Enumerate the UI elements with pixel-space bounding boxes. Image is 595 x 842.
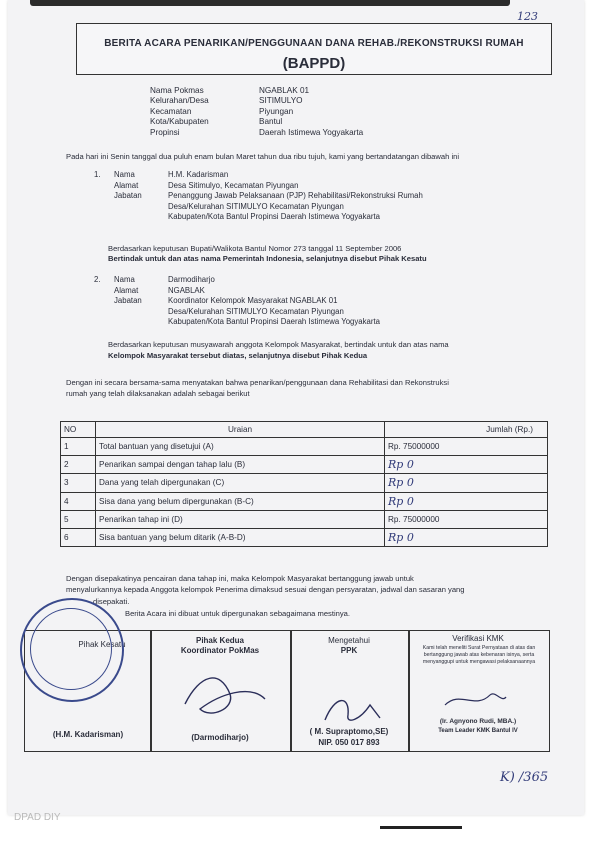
team-leader-label: Team Leader KMK Bantul IV — [438, 728, 518, 734]
signature-pihak-kedua — [180, 664, 270, 724]
ppk-name: ( M. Supraptomo,SE) — [309, 727, 389, 736]
archive-code: K) /365 — [500, 770, 549, 785]
address-label: Alamat — [114, 285, 139, 295]
statement-line: rumah yang telah dilaksanakan adalah sebagai berikut — [66, 389, 250, 398]
party-two — [94, 275, 564, 328]
position-label: Jabatan — [114, 296, 142, 306]
party-name: H.M. Kadarisman — [168, 170, 229, 179]
mengetahui-label: Mengetahui — [328, 636, 370, 645]
info-value: NGABLAK 01 — [259, 86, 310, 95]
row-jumlah: Rp 0 — [385, 528, 548, 546]
row-no: 5 — [61, 510, 96, 528]
header-jumlah: Jumlah (Rp.) — [385, 422, 548, 438]
row-no: 2 — [61, 456, 96, 474]
party-two-basis: Berdasarkan keputusan musyawarah anggota Kelompok Masyarakat, bertindak untuk dan atas nama — [108, 340, 449, 349]
signature-ppk — [320, 690, 390, 730]
verifikasi-name: (Ir. Agnyono Rudi, MBA.) — [439, 718, 517, 725]
info-row — [150, 107, 363, 117]
info-value: Daerah Istimewa Yogyakarta — [259, 127, 364, 137]
row-jumlah: Rp. 75000000 — [385, 510, 548, 528]
row-jumlah: Rp. 75000000 — [385, 438, 548, 456]
row-uraian: Total bantuan yang disetujui (A) — [96, 438, 385, 456]
row-no: 1 — [61, 438, 96, 456]
verifikasi-statement: Kami telah meneliti Surat Pernyataan di atas dan bertanggung jawab atas kebenaran isinya, serta menyanggupi untuk mengawasi pelaksanaannya — [422, 645, 536, 665]
pihak-kesatu-name: (H.M. Kadarisman) — [52, 730, 124, 739]
pihak-kesatu-label: Pihak Kesatu — [78, 640, 126, 649]
party-position-line: Desa/Kelurahan SITIMULYO Kecamatan Piyungan — [168, 201, 344, 211]
table-row — [61, 528, 548, 546]
table-row — [61, 492, 548, 510]
row-uraian: Sisa dana yang belum dipergunakan (B-C) — [96, 492, 385, 510]
info-label: Kota/Kabupaten — [150, 117, 209, 127]
top-edge-shadow — [30, 0, 510, 6]
row-no: 4 — [61, 492, 96, 510]
party-position-line: Desa/Kelurahan SITIMULYO Kecamatan Piyungan — [168, 306, 344, 316]
pihak-kedua-name: (Darmodiharjo) — [191, 733, 249, 742]
info-label: Kelurahan/Desa — [150, 96, 209, 106]
table-row — [61, 474, 548, 492]
intro-text: Pada hari ini Senin tanggal dua puluh enam bulan Maret tahun dua ribu tujuh, kami yang bertandatangan dibawah ini — [66, 152, 460, 161]
info-label: Kecamatan — [150, 106, 192, 116]
closing-line: Dengan disepakatinya pencairan dana tahap ini, maka Kelompok Masyarakat bertanggung jawab untuk — [66, 574, 414, 583]
withdrawal-table — [60, 421, 548, 547]
party-position-line: Kabupaten/Kota Bantul Propinsi Daerah Istimewa Yogyakarta — [168, 317, 380, 327]
verifikasi-label: Verifikasi KMK — [452, 634, 504, 643]
position-label: Jabatan — [114, 191, 142, 201]
party-one-basis: Berdasarkan keputusan Bupati/Walikota Bantul Nomor 273 tanggal 11 September 2006 — [108, 244, 402, 253]
header-no: NO — [61, 422, 96, 438]
party-number: 2. — [94, 275, 101, 284]
party-position: Penanggung Jawab Pelaksanaan (PJP) Rehabilitasi/Rekonstruksi Rumah — [168, 191, 423, 201]
statement-line: Dengan ini secara bersama-sama menyatakan bahwa penarikan/penggunaan dana Rehabilitasi dan Rekonstruksi — [66, 378, 449, 387]
table-row — [61, 510, 548, 528]
official-stamp-inner — [30, 608, 112, 690]
info-value: Piyungan — [259, 106, 294, 116]
address-label: Alamat — [114, 180, 139, 190]
title-box — [76, 23, 552, 75]
info-label: Nama Pokmas — [150, 86, 204, 95]
party-one-role: Bertindak untuk dan atas nama Pemerintah Indonesia, selanjutnya disebut Pihak Kesatu — [108, 254, 427, 263]
party-number: 1. — [94, 170, 101, 179]
koordinator-label: Koordinator PokMas — [180, 646, 260, 655]
party-position-line: Kabupaten/Kota Bantul Propinsi Daerah Istimewa Yogyakarta — [168, 212, 380, 222]
row-no: 6 — [61, 528, 96, 546]
table-header-row — [61, 422, 548, 438]
info-label: Propinsi — [150, 127, 180, 137]
info-value: SITIMULYO — [259, 96, 303, 106]
row-jumlah: Rp 0 — [385, 492, 548, 510]
row-uraian: Penarikan sampai dengan tahap lalu (B) — [96, 456, 385, 474]
row-no: 3 — [61, 474, 96, 492]
ppk-label: PPK — [340, 646, 358, 655]
party-name: Darmodiharjo — [168, 275, 215, 284]
row-jumlah: Rp 0 — [385, 474, 548, 492]
info-row — [150, 128, 363, 138]
table-row — [61, 438, 548, 456]
closing-line: disepakati. — [93, 597, 130, 606]
party-address: NGABLAK — [168, 285, 205, 295]
party-two-role: Kelompok Masyarakat tersebut diatas, selanjutnya disebut Pihak Kedua — [108, 351, 368, 360]
row-jumlah: Rp 0 — [385, 456, 548, 474]
table-row — [61, 456, 548, 474]
name-label: Nama — [114, 275, 135, 284]
page-number: 123 — [517, 10, 538, 23]
document-title: BERITA ACARA PENARIKAN/PENGGUNAAN DANA REHAB./REKONSTRUKSI RUMAH — [104, 38, 524, 49]
header-uraian: Uraian — [96, 422, 385, 438]
info-row — [150, 96, 363, 106]
watermark: DPAD DIY — [14, 812, 61, 823]
closing-line: menyalurkannya kepada Anggota kelompok Penerima dimaksud sesuai dengan persyaratan, jadwal dan sasaran yang — [66, 585, 465, 594]
closing-line: Berita Acara ini dibuat untuk dipergunakan sebagaimana mestinya. — [125, 609, 351, 618]
document-acronym: (BAPPD) — [282, 55, 346, 72]
party-one — [94, 170, 564, 223]
row-uraian: Penarikan tahap ini (D) — [96, 510, 385, 528]
row-uraian: Dana yang telah dipergunakan (C) — [96, 474, 385, 492]
bottom-edge-shadow — [380, 826, 462, 829]
pihak-kedua-label: Pihak Kedua — [195, 636, 244, 645]
ppk-nip: NIP. 050 017 893 — [318, 738, 380, 747]
info-row — [150, 86, 363, 96]
party-position: Koordinator Kelompok Masyarakat NGABLAK 01 — [168, 296, 338, 306]
info-row — [150, 117, 363, 127]
pokmas-info — [150, 86, 363, 138]
row-uraian: Sisa bantuan yang belum ditarik (A-B-D) — [96, 528, 385, 546]
info-value: Bantul — [259, 117, 283, 127]
signature-verifikasi — [440, 685, 510, 715]
name-label: Nama — [114, 170, 135, 179]
party-address: Desa Sitimulyo, Kecamatan Piyungan — [168, 180, 299, 190]
